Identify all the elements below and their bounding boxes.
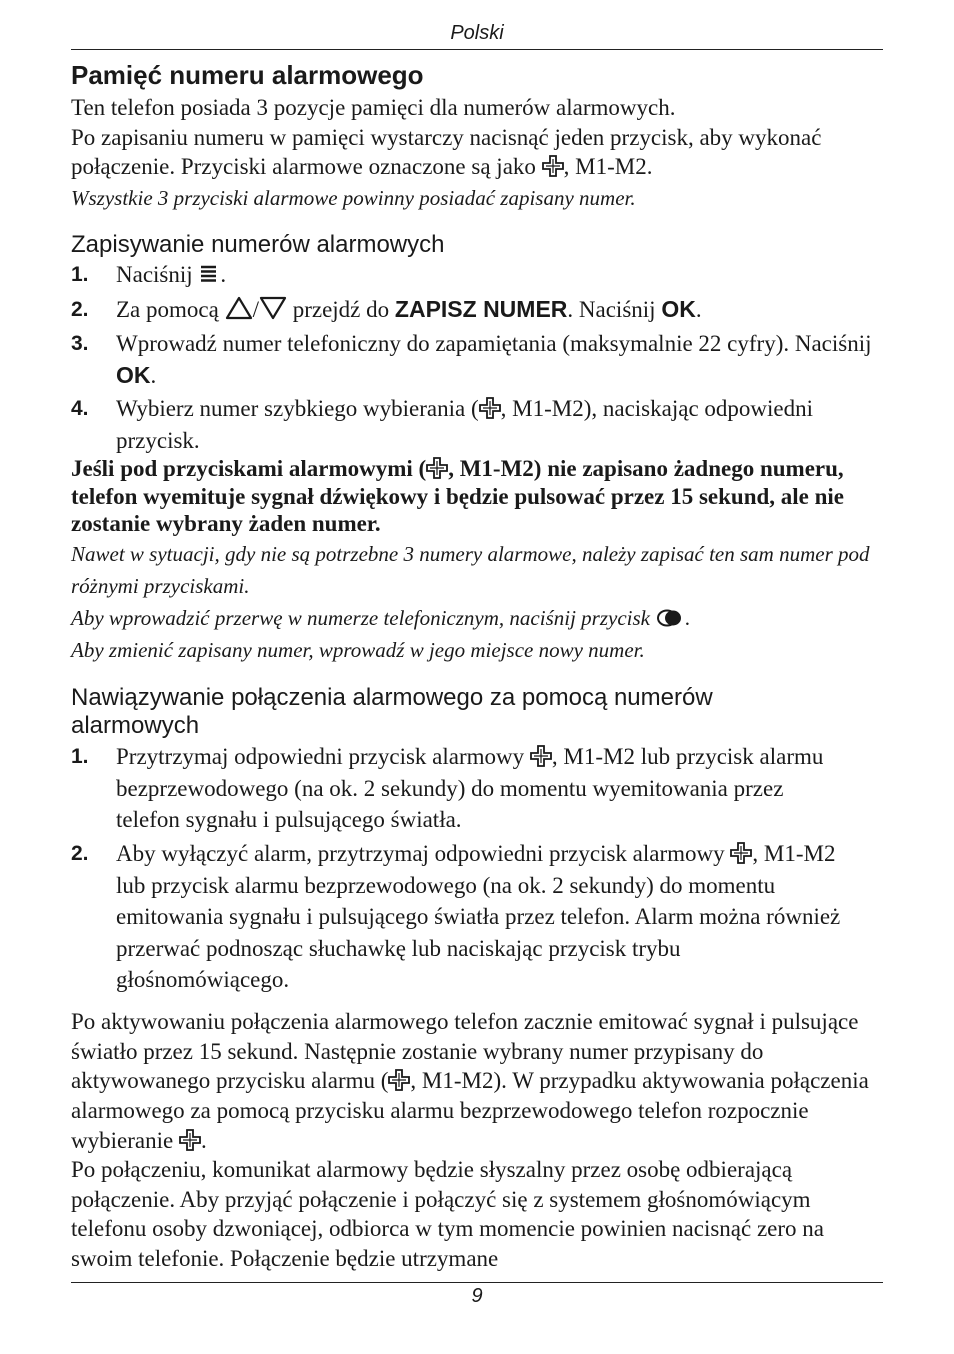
paragraph-text: Po aktywowaniu połączenia alarmowego telefon zacznie emitować sygnał i pulsujące światło przez 15 sekund. Następnie zostanie wybrany numer przypisany do aktywowanego przycisku alarmu (	[71, 1009, 859, 1094]
intro-paragraph	[71, 93, 883, 182]
arrow-separator: /	[252, 297, 259, 322]
intro-line-2a: Po zapisaniu numeru w pamięci wystarczy nacisnąć jeden przycisk, aby wykonać połączenie. Przyciski alarmowe oznaczone są jako	[71, 124, 822, 179]
step-text: Naciśnij	[116, 262, 199, 287]
ok-keyword: OK	[661, 296, 696, 322]
section-title-saving-numbers: Zapisywanie numerów alarmowych	[71, 231, 445, 258]
note-change-number: Aby zmienić zapisany numer, wprowadź w jego miejsce nowy numer.	[71, 638, 645, 662]
step-text: Przytrzymaj odpowiedni przycisk alarmowy	[116, 744, 530, 769]
warning-text: , M1-M2) nie zapisano żadnego numeru, telefon wyemituje sygnał dźwiękowy i będzie pulsować przez 15 sekund, ale nie zostanie wybrany żaden numer.	[71, 456, 845, 536]
call-step-2	[71, 838, 883, 996]
note-text: Aby wprowadzić przerwę w numerze telefonicznym, naciśnij przycisk	[71, 606, 656, 630]
step-text-end: .	[220, 262, 227, 287]
activation-paragraph	[71, 1007, 871, 1156]
down-arrow-icon	[259, 296, 287, 320]
page-header-language: Polski	[450, 22, 504, 44]
note-pause	[71, 603, 883, 635]
header-rule	[71, 49, 883, 50]
ok-keyword: OK	[116, 361, 151, 388]
section-title-emergency-memory: Pamięć numeru alarmowego	[71, 60, 424, 90]
paragraph-text-end: .	[200, 1127, 207, 1153]
step-text: Wprowadź numer telefoniczny do zapamiętania (maksymalnie 22 cyfry). Naciśnij	[116, 331, 872, 356]
step-number: 1.	[71, 745, 89, 768]
step-text-end: .	[695, 297, 702, 322]
step-text: przejdź do	[286, 297, 395, 322]
step-text: , M1-M2 lub przycisk alarmu bezprzewodowego (na ok. 2 sekundy) do momentu emitowania sygnału i pulsującego światła przez telefon. Alarm można również przerwać podnosząc słuchawkę lub naciskając przycisk trybu głośnomówiącego.	[116, 841, 841, 992]
menu-icon	[198, 263, 220, 285]
save-step-4	[71, 393, 883, 456]
step-text: , M1-M2 lub przycisk alarmu bezprzewodowego (na ok. 2 sekundy) do momentu wyemitowania przez telefon sygnału i pulsującego światła.	[116, 744, 824, 832]
menu-option-keyword: ZAPISZ NUMER	[394, 296, 568, 322]
save-step-3	[71, 328, 883, 391]
intro-line-2b: , M1-M2.	[563, 154, 653, 179]
save-step-1	[71, 259, 883, 291]
emergency-cross-icon	[388, 1069, 410, 1091]
step-number: 2.	[71, 298, 89, 321]
step-text: Wybierz numer szybkiego wybierania (	[116, 396, 479, 421]
step-number: 2.	[71, 842, 89, 865]
section-title-emergency-call: Nawiązywanie połączenia alarmowego za pomocą numerów alarmowych	[71, 684, 713, 739]
step-text-end: .	[150, 362, 157, 388]
emergency-cross-icon	[179, 1129, 201, 1151]
emergency-cross-icon	[730, 842, 752, 864]
note-all-buttons: Wszystkie 3 przyciski alarmowe powinny posiadać zapisany numer.	[71, 186, 636, 210]
paragraph-text: , M1-M2). W przypadku aktywowania połączenia alarmowego za pomocą przycisku alarmu bezprzewodowego telefon rozpocznie wybieranie	[71, 1068, 869, 1153]
emergency-cross-icon	[426, 457, 448, 479]
warning-no-number	[71, 455, 883, 538]
step-text: Za pomocą	[116, 297, 225, 322]
emergency-cross-icon	[530, 745, 552, 767]
up-arrow-icon	[225, 296, 253, 320]
warning-text: Jeśli pod przyciskami alarmowymi (	[71, 456, 427, 481]
emergency-cross-icon	[479, 397, 501, 419]
step-number: 3.	[71, 332, 89, 355]
intro-line-1: Ten telefon posiada 3 pozycje pamięci dla numerów alarmowych.	[71, 95, 676, 120]
step-number: 4.	[71, 397, 89, 420]
note-text-end: .	[685, 606, 691, 630]
step-text: Aby wyłączyć alarm, przytrzymaj odpowiedni przycisk alarmowy	[116, 841, 731, 866]
save-step-2	[71, 294, 883, 326]
page-number: 9	[471, 1285, 483, 1307]
call-step-1	[71, 741, 883, 836]
connection-paragraph: Po połączeniu, komunikat alarmowy będzie słyszalny przez osobę odbierającą połączenie. Aby przyjąć połączenie i połączyć się z systemem głośnomówiącym telefonu osoby dzwoniącej, odbiorca w tym momencie powinien nacisnąć zero na swoim telefonie. Połączenie będzie utrzymane	[71, 1157, 824, 1272]
step-number: 1.	[71, 263, 89, 286]
step-text: , M1-M2), naciskając odpowiedni przycisk.	[116, 396, 813, 453]
pause-button-icon	[655, 608, 685, 628]
note-same-number: Nawet w sytuacji, gdy nie są potrzebne 3 numery alarmowe, należy zapisać ten sam numer pod różnymi przyciskami.	[71, 542, 870, 598]
emergency-cross-icon	[542, 155, 564, 177]
footer-rule	[71, 1282, 883, 1283]
step-text: . Naciśnij	[567, 297, 662, 322]
